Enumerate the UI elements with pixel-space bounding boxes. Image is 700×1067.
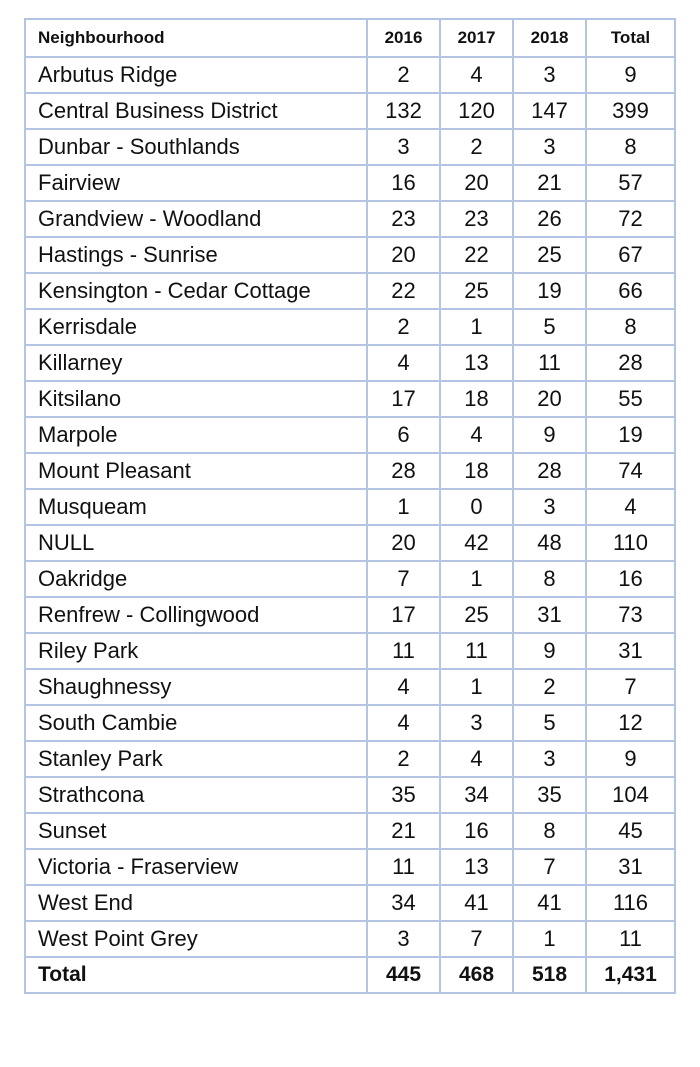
cell-total: 399: [586, 93, 675, 129]
cell-neighbourhood: Kerrisdale: [25, 309, 367, 345]
cell-total: 8: [586, 129, 675, 165]
cell-2018: 41: [513, 885, 586, 921]
cell-2018: 48: [513, 525, 586, 561]
cell-total: 72: [586, 201, 675, 237]
cell-2018: 5: [513, 309, 586, 345]
cell-total: 7: [586, 669, 675, 705]
cell-2017: 22: [440, 237, 513, 273]
cell-2016: 7: [367, 561, 440, 597]
total-2018: 518: [513, 957, 586, 993]
table-row: [25, 453, 675, 489]
cell-2016: 20: [367, 525, 440, 561]
cell-neighbourhood: Marpole: [25, 417, 367, 453]
cell-2018: 7: [513, 849, 586, 885]
cell-2016: 1: [367, 489, 440, 525]
cell-2018: 8: [513, 813, 586, 849]
cell-total: 8: [586, 309, 675, 345]
cell-2016: 6: [367, 417, 440, 453]
cell-neighbourhood: Oakridge: [25, 561, 367, 597]
cell-2016: 11: [367, 849, 440, 885]
table-row: [25, 345, 675, 381]
cell-2017: 2: [440, 129, 513, 165]
table-row: [25, 921, 675, 957]
cell-2018: 147: [513, 93, 586, 129]
cell-2016: 2: [367, 309, 440, 345]
cell-2016: 22: [367, 273, 440, 309]
cell-2018: 28: [513, 453, 586, 489]
cell-total: 19: [586, 417, 675, 453]
table-row: [25, 669, 675, 705]
cell-neighbourhood: Riley Park: [25, 633, 367, 669]
cell-total: 66: [586, 273, 675, 309]
cell-neighbourhood: Sunset: [25, 813, 367, 849]
total-2017: 468: [440, 957, 513, 993]
total-row: [25, 957, 675, 993]
cell-2017: 1: [440, 561, 513, 597]
neighbourhood-counts-table: [24, 18, 676, 994]
cell-2016: 34: [367, 885, 440, 921]
cell-total: 57: [586, 165, 675, 201]
cell-2018: 19: [513, 273, 586, 309]
cell-2017: 16: [440, 813, 513, 849]
table-row: [25, 705, 675, 741]
cell-2018: 26: [513, 201, 586, 237]
cell-2017: 1: [440, 309, 513, 345]
cell-2016: 4: [367, 705, 440, 741]
table-row: [25, 237, 675, 273]
header-2018: 2018: [513, 19, 586, 57]
cell-neighbourhood: Killarney: [25, 345, 367, 381]
cell-total: 110: [586, 525, 675, 561]
cell-2017: 20: [440, 165, 513, 201]
cell-2016: 28: [367, 453, 440, 489]
cell-total: 45: [586, 813, 675, 849]
cell-neighbourhood: Renfrew - Collingwood: [25, 597, 367, 633]
cell-total: 9: [586, 57, 675, 93]
cell-neighbourhood: NULL: [25, 525, 367, 561]
cell-total: 4: [586, 489, 675, 525]
cell-2017: 25: [440, 597, 513, 633]
cell-2017: 41: [440, 885, 513, 921]
cell-2016: 2: [367, 741, 440, 777]
header-2017: 2017: [440, 19, 513, 57]
cell-2018: 35: [513, 777, 586, 813]
cell-2017: 0: [440, 489, 513, 525]
cell-total: 16: [586, 561, 675, 597]
table-row: [25, 309, 675, 345]
table-row: [25, 129, 675, 165]
cell-total: 55: [586, 381, 675, 417]
cell-2018: 3: [513, 741, 586, 777]
cell-2018: 8: [513, 561, 586, 597]
table-row: [25, 849, 675, 885]
cell-2018: 3: [513, 57, 586, 93]
cell-2016: 16: [367, 165, 440, 201]
cell-2017: 3: [440, 705, 513, 741]
cell-neighbourhood: Stanley Park: [25, 741, 367, 777]
table-row: [25, 165, 675, 201]
cell-2018: 21: [513, 165, 586, 201]
cell-total: 9: [586, 741, 675, 777]
cell-2016: 17: [367, 597, 440, 633]
table-row: [25, 741, 675, 777]
cell-2016: 11: [367, 633, 440, 669]
cell-total: 12: [586, 705, 675, 741]
cell-total: 31: [586, 849, 675, 885]
cell-2016: 4: [367, 669, 440, 705]
table-row: [25, 201, 675, 237]
cell-neighbourhood: Kitsilano: [25, 381, 367, 417]
header-2016: 2016: [367, 19, 440, 57]
table-row: [25, 597, 675, 633]
cell-neighbourhood: West End: [25, 885, 367, 921]
cell-neighbourhood: Arbutus Ridge: [25, 57, 367, 93]
cell-neighbourhood: Grandview - Woodland: [25, 201, 367, 237]
table-row: [25, 93, 675, 129]
cell-neighbourhood: Victoria - Fraserview: [25, 849, 367, 885]
cell-2018: 9: [513, 633, 586, 669]
table-row: [25, 561, 675, 597]
total-2016: 445: [367, 957, 440, 993]
table-row: [25, 525, 675, 561]
cell-neighbourhood: Fairview: [25, 165, 367, 201]
cell-2017: 18: [440, 381, 513, 417]
cell-2016: 35: [367, 777, 440, 813]
cell-2018: 31: [513, 597, 586, 633]
cell-2017: 120: [440, 93, 513, 129]
cell-2016: 23: [367, 201, 440, 237]
cell-neighbourhood: Dunbar - Southlands: [25, 129, 367, 165]
table-row: [25, 489, 675, 525]
cell-neighbourhood: Mount Pleasant: [25, 453, 367, 489]
cell-2017: 42: [440, 525, 513, 561]
cell-2016: 17: [367, 381, 440, 417]
cell-2016: 3: [367, 129, 440, 165]
cell-2017: 23: [440, 201, 513, 237]
cell-neighbourhood: Hastings - Sunrise: [25, 237, 367, 273]
total-label: Total: [25, 957, 367, 993]
cell-2018: 2: [513, 669, 586, 705]
table-row: [25, 885, 675, 921]
cell-2016: 4: [367, 345, 440, 381]
table-row: [25, 273, 675, 309]
table-row: [25, 777, 675, 813]
cell-2018: 3: [513, 129, 586, 165]
cell-total: 31: [586, 633, 675, 669]
cell-2016: 2: [367, 57, 440, 93]
cell-2017: 11: [440, 633, 513, 669]
table-row: [25, 813, 675, 849]
cell-2017: 13: [440, 849, 513, 885]
table-row: [25, 57, 675, 93]
cell-2017: 1: [440, 669, 513, 705]
cell-neighbourhood: South Cambie: [25, 705, 367, 741]
header-total: Total: [586, 19, 675, 57]
cell-total: 116: [586, 885, 675, 921]
cell-2016: 20: [367, 237, 440, 273]
cell-total: 74: [586, 453, 675, 489]
cell-neighbourhood: Central Business District: [25, 93, 367, 129]
table-body: [25, 57, 675, 957]
cell-2018: 11: [513, 345, 586, 381]
cell-2017: 25: [440, 273, 513, 309]
table-row: [25, 417, 675, 453]
total-overall: 1,431: [586, 957, 675, 993]
cell-total: 28: [586, 345, 675, 381]
cell-neighbourhood: Strathcona: [25, 777, 367, 813]
cell-2017: 34: [440, 777, 513, 813]
table-row: [25, 633, 675, 669]
cell-total: 11: [586, 921, 675, 957]
cell-2018: 1: [513, 921, 586, 957]
cell-total: 104: [586, 777, 675, 813]
cell-2016: 132: [367, 93, 440, 129]
cell-2018: 25: [513, 237, 586, 273]
cell-2017: 4: [440, 741, 513, 777]
cell-2017: 13: [440, 345, 513, 381]
cell-neighbourhood: West Point Grey: [25, 921, 367, 957]
table-row: [25, 381, 675, 417]
cell-2018: 5: [513, 705, 586, 741]
cell-2017: 18: [440, 453, 513, 489]
neighbourhood-table-container: [24, 18, 674, 994]
cell-2016: 21: [367, 813, 440, 849]
cell-2018: 20: [513, 381, 586, 417]
cell-2016: 3: [367, 921, 440, 957]
cell-2018: 9: [513, 417, 586, 453]
cell-total: 73: [586, 597, 675, 633]
header-row: [25, 19, 675, 57]
cell-2017: 7: [440, 921, 513, 957]
cell-2017: 4: [440, 57, 513, 93]
cell-neighbourhood: Musqueam: [25, 489, 367, 525]
cell-neighbourhood: Shaughnessy: [25, 669, 367, 705]
cell-2017: 4: [440, 417, 513, 453]
cell-neighbourhood: Kensington - Cedar Cottage: [25, 273, 367, 309]
cell-total: 67: [586, 237, 675, 273]
header-neighbourhood: Neighbourhood: [25, 19, 367, 57]
cell-2018: 3: [513, 489, 586, 525]
